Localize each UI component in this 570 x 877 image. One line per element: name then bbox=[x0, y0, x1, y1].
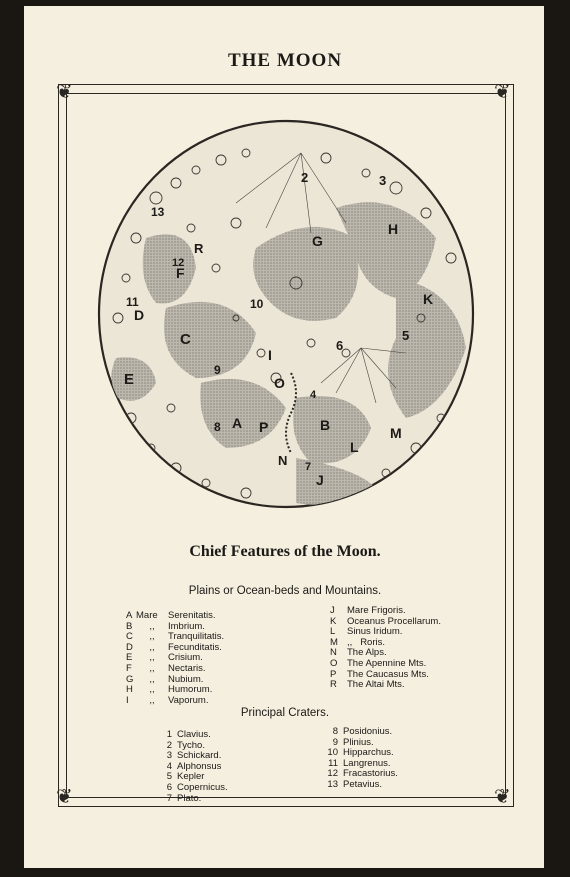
corner-ornament-icon: ❦ bbox=[494, 81, 511, 103]
list-item: M ,, Roris. bbox=[330, 636, 386, 648]
map-label: 5 bbox=[402, 328, 410, 343]
list-item: A Mare Serenitatis. bbox=[126, 610, 216, 621]
plains-heading: Plains or Ocean-beds and Mountains. bbox=[188, 585, 382, 597]
map-label: 3 bbox=[379, 173, 387, 188]
list-item: 11 Langrenus. bbox=[328, 757, 391, 769]
map-label: M bbox=[390, 425, 402, 441]
map-label: 2 bbox=[301, 170, 309, 185]
map-label: C bbox=[180, 331, 191, 348]
list-item: L Sinus Iridum. bbox=[330, 626, 403, 638]
craters-list-left bbox=[160, 730, 228, 804]
map-label: K bbox=[423, 291, 434, 307]
list-item: 10 Hipparchus. bbox=[327, 747, 394, 759]
list-item: 12 Fracastorius. bbox=[327, 768, 398, 780]
map-label: N bbox=[278, 453, 288, 468]
list-item: E ,, Crisium. bbox=[126, 652, 203, 664]
map-label: 10 bbox=[250, 297, 264, 311]
list-item: J Mare Frigoris. bbox=[330, 605, 406, 616]
list-item: P The Caucasus Mts. bbox=[330, 668, 429, 680]
map-label: G bbox=[312, 233, 323, 249]
list-item: D ,, Fecunditatis. bbox=[126, 641, 222, 653]
list-item: G ,, Nubium. bbox=[126, 673, 204, 685]
list-item: 6 Copernicus. bbox=[166, 781, 228, 793]
list-item: O The Apennine Mts. bbox=[330, 657, 427, 669]
list-item: 5 Kepler bbox=[166, 771, 205, 783]
craters-heading: Principal Craters. bbox=[240, 707, 330, 719]
map-label: 4 bbox=[310, 389, 317, 401]
list-item: H ,, Humorum. bbox=[126, 684, 213, 696]
map-label: R bbox=[194, 241, 204, 256]
plains-list-left bbox=[126, 611, 224, 706]
map-label: A bbox=[232, 415, 243, 431]
map-label: 12 bbox=[172, 257, 185, 269]
list-item: R The Altai Mts. bbox=[330, 679, 405, 691]
corner-ornament-icon: ❦ bbox=[56, 786, 73, 808]
corner-ornament-icon: ❦ bbox=[494, 786, 511, 808]
map-label: 6 bbox=[336, 338, 344, 353]
list-item: 2 Tycho. bbox=[166, 739, 205, 751]
map-label: O bbox=[274, 375, 285, 391]
map-label: L bbox=[350, 439, 359, 455]
corner-ornament-icon: ❦ bbox=[56, 81, 73, 103]
list-item: 9 Plinius. bbox=[332, 736, 374, 748]
map-label: E bbox=[124, 371, 135, 388]
map-label: 11 bbox=[126, 295, 139, 309]
list-item: 8 Posidonius. bbox=[332, 726, 393, 737]
craters-list-right bbox=[324, 727, 398, 791]
list-item: 7 Plato. bbox=[166, 792, 202, 804]
map-label: B bbox=[320, 417, 331, 433]
list-item: C ,, Tranquilitatis. bbox=[126, 631, 225, 643]
map-label: H bbox=[388, 221, 399, 237]
map-label: F bbox=[176, 265, 185, 281]
list-item: 3 Schickard. bbox=[166, 750, 222, 762]
map-label: J bbox=[316, 472, 324, 488]
map-label: 9 bbox=[214, 363, 221, 377]
map-label: 13 bbox=[151, 205, 165, 219]
list-item: F ,, Nectaris. bbox=[126, 662, 206, 674]
map-label: P bbox=[259, 419, 269, 435]
plains-list-right bbox=[330, 606, 441, 691]
list-item: I ,, Vaporum. bbox=[126, 694, 209, 706]
map-label: D bbox=[134, 307, 145, 323]
list-item: B ,, Imbrium. bbox=[126, 620, 205, 632]
list-item: K Oceanus Procellarum. bbox=[330, 615, 441, 627]
moon-map bbox=[96, 118, 476, 510]
map-label: 7 bbox=[305, 461, 312, 473]
list-item: N The Alps. bbox=[330, 647, 387, 659]
map-label: 8 bbox=[214, 420, 221, 434]
list-item: 1 Clavius. bbox=[166, 729, 211, 740]
list-item: 4 Alphonsus bbox=[166, 760, 222, 772]
map-label: I bbox=[268, 347, 272, 363]
list-item: 13 Petavius. bbox=[327, 778, 383, 790]
features-heading: Chief Features of the Moon. bbox=[189, 543, 381, 560]
page-title: THE MOON bbox=[227, 50, 343, 71]
